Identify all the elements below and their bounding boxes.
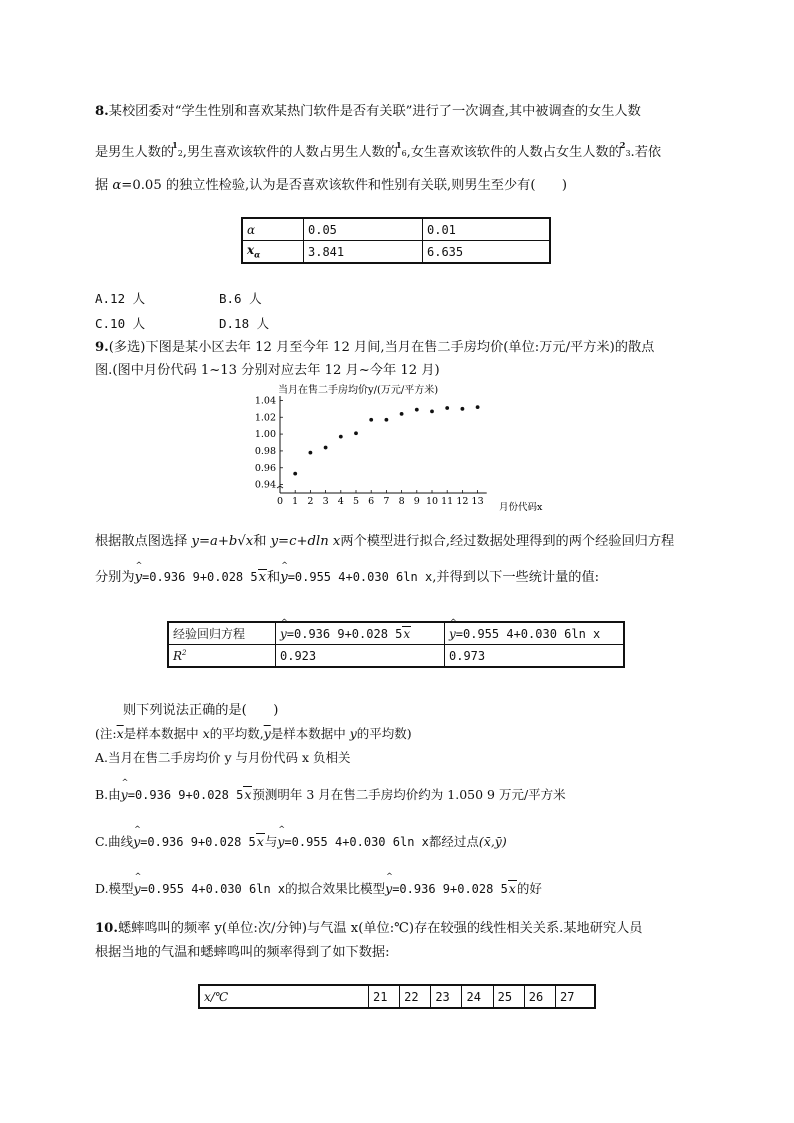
chart-points xyxy=(293,405,479,475)
q8-alpha: α xyxy=(112,178,122,193)
table-cell: ^ y=0.955 4+0.030 6ln x xyxy=(445,622,625,645)
q9-eq1-sqrt: x xyxy=(258,570,267,585)
table-cell: ^ y=0.936 9+0.028 5x xyxy=(276,622,445,645)
table-cell: α xyxy=(242,218,304,241)
q9-text2c: ,并得到以下一些统计量的值: xyxy=(432,570,600,585)
q10-line1 xyxy=(95,917,642,936)
q9-line2: 图.(图中月份代码 1~13 分别对应去年 12 月~今年 12 月) xyxy=(95,363,440,378)
x-tick-label: 8 xyxy=(398,496,405,507)
table-cell: 23 xyxy=(431,985,462,1008)
q9-text1: (多选)下图是某小区去年 12 月至今年 12 月间,当月在售二手房均价(单位:万元/平方米)的散点 xyxy=(108,340,655,355)
scatter-point xyxy=(461,407,465,411)
q8-frac-c-den: 3 xyxy=(625,149,631,158)
table-cell: 0.923 xyxy=(276,645,445,668)
q8-text3b: =0.05 的独立性检验,认为是否喜欢该软件和性别有关联,则男生至少有( ) xyxy=(121,178,568,193)
scatter-point xyxy=(430,409,434,413)
x-tick-label: 3 xyxy=(322,496,329,507)
y-tick-label: 0.94 xyxy=(254,479,276,491)
x-tick-label: 0 xyxy=(276,496,284,507)
table-cell xyxy=(242,241,304,264)
y-tick-label: 0.98 xyxy=(254,445,276,457)
q8-line2 xyxy=(95,140,661,160)
y-tick-label: 1.00 xyxy=(254,429,276,441)
x-tick-label: 9 xyxy=(413,496,420,507)
q9-optD-a: D.模型 xyxy=(95,881,134,896)
table-cell: 27 xyxy=(556,985,596,1008)
scatter-point xyxy=(309,451,313,455)
x-alpha-sub: α xyxy=(254,249,261,260)
table-cell: 6.635 xyxy=(423,241,551,264)
q9-text-line2: 分别为^ y=0.936 9+0.028 5x和^ y=0.955 4+0.030 6ln x,并得到以下一些统计量的值: xyxy=(95,566,599,585)
q9-note-c: 的平均数, xyxy=(209,726,264,741)
q8-text2b: ,男生喜欢该软件的人数占男生人数的 xyxy=(182,145,398,160)
table-eq2: =0.955 4+0.030 6ln x xyxy=(455,626,601,641)
scatter-point xyxy=(476,405,480,409)
q9-note-e: 的平均数) xyxy=(356,726,412,741)
q9-note-xbar: $\overline{x}$ xyxy=(116,726,124,741)
q9-eq1: =0.936 9+0.028 5 xyxy=(142,570,258,584)
table-cell: 21 xyxy=(369,985,400,1008)
table-cell: 0.973 xyxy=(445,645,625,668)
r2-sup: 2 xyxy=(182,648,187,657)
q8-line3 xyxy=(95,174,567,193)
table-cell: x/℃ xyxy=(199,985,369,1008)
table-cell: 0.01 xyxy=(423,218,551,241)
scatter-point xyxy=(445,406,449,410)
x-tick-label: 4 xyxy=(337,496,344,507)
table-cell: 26 xyxy=(524,985,555,1008)
chart-ticks xyxy=(255,395,484,507)
q9-eq2: =0.955 4+0.030 6ln x xyxy=(287,570,433,584)
q9-stats-table xyxy=(167,621,625,668)
table-cell: 22 xyxy=(400,985,431,1008)
q9-note-d: 是样本数据中 xyxy=(270,726,350,741)
q9-text1a: 根据散点图选择 xyxy=(95,534,192,549)
q9-number: 9. xyxy=(95,340,109,355)
q9-model1: y=a+b√x xyxy=(191,534,254,549)
table-cell xyxy=(168,645,276,668)
q9-note-y: y xyxy=(349,726,357,741)
q8-text2d: .若依 xyxy=(630,145,662,160)
q9-text2b: 和 xyxy=(267,570,281,585)
q9-optC-c: 与 xyxy=(264,834,278,849)
y-tick-label: 0.96 xyxy=(254,462,276,474)
table-cell: 经验回归方程 xyxy=(168,622,276,645)
scatter-point xyxy=(385,418,389,422)
q8-frac-c xyxy=(619,140,631,160)
q8-option-a[interactable]: A.12 人 xyxy=(95,291,146,306)
x-tick-label: 13 xyxy=(471,496,484,507)
q9-optD-c: 的拟合效果比模型 xyxy=(285,881,386,896)
q8-option-b[interactable]: B.6 人 xyxy=(219,291,262,306)
q8-frac-c-num: 2 xyxy=(619,140,626,150)
q9-model2: y=c+dln x xyxy=(270,534,341,549)
chart-xlabel: 月份代码x xyxy=(499,502,543,513)
q10-line2: 根据当地的气温和蟋蟀鸣叫的频率得到了如下数据: xyxy=(95,945,390,960)
y-tick-label: 1.02 xyxy=(254,412,276,424)
q9-text-line1 xyxy=(95,530,674,549)
q9-optB-c: 预测明年 3 月在售二手房均价约为 1.050 9 万元/平方米 xyxy=(252,787,566,802)
q8-text2c: ,女生喜欢该软件的人数占女生人数的 xyxy=(406,145,622,160)
q8-frac-b xyxy=(396,140,407,160)
q10-text1: 蟋蟀鸣叫的频率 y(单位:次/分钟)与气温 x(单位:℃)存在较强的线性相关关系.某地研究人员 xyxy=(117,921,643,936)
q8-text1: 某校团委对“学生性别和喜欢某热门软件是否有关联”进行了一次调查,其中被调查的女生人数 xyxy=(108,104,641,119)
q8-option-c[interactable]: C.10 人 xyxy=(95,316,146,331)
scatter-point xyxy=(415,408,419,412)
q9-note xyxy=(95,724,412,742)
q9-optC-a: C.曲线 xyxy=(95,834,134,849)
q9-optC-d: =0.955 4+0.030 6ln x xyxy=(284,835,429,849)
q8-text2a: 是男生人数的 xyxy=(95,145,175,160)
table-row xyxy=(242,218,550,241)
q9-optC-e: 都经过点 xyxy=(428,834,479,849)
q9-question: 则下列说法正确的是( ) xyxy=(123,703,279,718)
table-row xyxy=(199,985,595,1008)
x-tick-label: 11 xyxy=(441,496,454,507)
q8-frac-a xyxy=(172,140,183,160)
q8-line1 xyxy=(95,100,641,119)
table-cell: 0.05 xyxy=(304,218,423,241)
r2-label: R xyxy=(173,648,183,663)
table-row xyxy=(168,645,624,668)
x-tick-label: 5 xyxy=(352,496,360,507)
q9-text1c: 两个模型进行拟合,经过数据处理得到的两个经验回归方程 xyxy=(340,534,675,549)
q9-note-ybar: $\overline{y}$ xyxy=(263,726,271,741)
scatter-point xyxy=(339,435,343,439)
table-row xyxy=(242,241,550,264)
table-cell: 24 xyxy=(462,985,493,1008)
scatter-point xyxy=(400,412,404,416)
q10-data-table xyxy=(198,984,596,1009)
x-tick-label: 1 xyxy=(292,496,299,507)
x-tick-label: 6 xyxy=(368,496,375,507)
q10-number: 10. xyxy=(95,921,118,936)
q9-note-x: x xyxy=(202,726,210,741)
table-row xyxy=(168,622,624,645)
x-tick-label: 7 xyxy=(383,496,390,507)
table-cell: 25 xyxy=(493,985,524,1008)
q8-number: 8. xyxy=(95,104,109,119)
q9-optB-b: =0.936 9+0.028 5 xyxy=(127,788,244,802)
q9-optD-e: 的好 xyxy=(516,881,542,896)
q9-line1 xyxy=(95,336,654,355)
q8-frac-b-den: 6 xyxy=(401,149,407,158)
scatter-point xyxy=(354,431,358,435)
table-eq1: =0.936 9+0.028 5 xyxy=(286,626,403,641)
q9-note-a: (注: xyxy=(95,726,117,741)
q9-note-b: 是样本数据中 xyxy=(123,726,203,741)
q9-text1b: 和 xyxy=(253,534,271,549)
scatter-point xyxy=(324,446,328,450)
y-tick-label: 1.04 xyxy=(254,395,276,407)
scatter-point xyxy=(369,418,373,422)
q9-optB-a: B.由 xyxy=(95,787,121,802)
q9-optD-b: =0.955 4+0.030 6ln x xyxy=(140,882,286,896)
q8-option-d[interactable]: D.18 人 xyxy=(219,316,270,331)
x-tick-label: 12 xyxy=(456,496,469,507)
q9-option-c[interactable]: C.曲线^ y=0.936 9+0.028 5x与^ y=0.955 4+0.030 6ln x都经过点(x̄,ȳ) xyxy=(95,832,507,850)
x-tick-label: 10 xyxy=(425,496,439,507)
q9-option-a[interactable]: A.当月在售二手房均价 y 与月份代码 x 负相关 xyxy=(95,750,351,765)
q8-frac-a-den: 2 xyxy=(177,149,183,158)
table-cell: 3.841 xyxy=(304,241,423,264)
q9-optC-point: (x̄,ȳ) xyxy=(478,834,507,849)
q8-text3a: 据 xyxy=(95,178,113,193)
x-tick-label: 2 xyxy=(307,496,314,507)
q9-option-d[interactable]: D.模型^ y=0.955 4+0.030 6ln x的拟合效果比模型^ y=0.936 9+0.028 5x的好 xyxy=(95,879,542,897)
q9-text2a: 分别为 xyxy=(95,570,135,585)
q8-frac-a-num: 1 xyxy=(172,140,178,150)
q8-critical-table xyxy=(241,217,551,264)
q9-optC-b: =0.936 9+0.028 5 xyxy=(140,835,256,849)
chart-title: 当月在售二手房均价y/(万元/平方米) xyxy=(278,385,439,396)
scatter-chart xyxy=(246,380,546,515)
q9-optD-d: =0.936 9+0.028 5 xyxy=(392,882,508,896)
x-alpha-label: x xyxy=(247,243,255,258)
q8-frac-b-num: 1 xyxy=(396,140,402,150)
scatter-point xyxy=(293,472,297,476)
q9-option-b[interactable]: B.由^ y=0.936 9+0.028 5x预测明年 3 月在售二手房均价约为 1.050 9 万元/平方米 xyxy=(95,785,566,803)
chart-axes xyxy=(277,396,487,493)
